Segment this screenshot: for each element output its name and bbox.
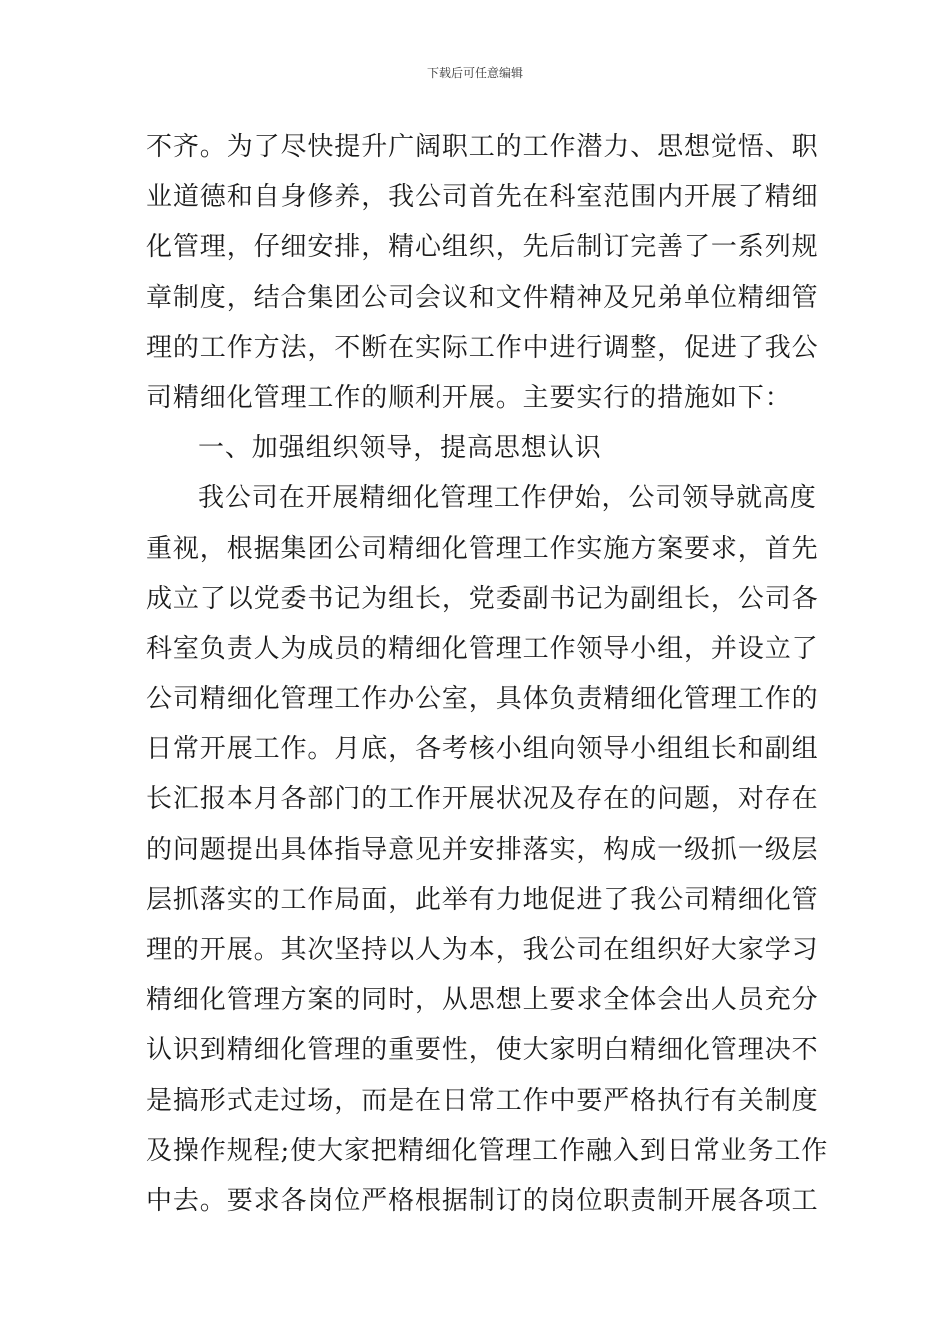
text-line: 层抓落实的工作局面，此举有力地促进了我公司精细化管 [146,884,819,915]
text-line: 化管理，仔细安排，精心组织，先后制订完善了一系列规 [146,232,819,263]
text-line: 是搞形式走过场，而是在日常工作中要严格执行有关制度 [146,1085,819,1116]
text-line: 科室负责人为成员的精细化管理工作领导小组，并设立了 [146,633,819,664]
text-line: 的问题提出具体指导意见并安排落实，构成一级抓一级层 [146,834,819,865]
page-header: 下载后可任意编辑 [426,66,523,80]
text-line: 长汇报本月各部门的工作开展状况及存在的问题，对存在 [146,784,819,815]
section-heading: 一、加强组织领导，提高思想认识 [198,433,602,464]
document-body [146,122,829,1226]
text-line: 司精细化管理工作的顺利开展。主要实行的措施如下： [146,382,792,413]
text-line: 理的工作方法，不断在实际工作中进行调整，促进了我公 [146,332,819,363]
text-line: 成立了以党委书记为组长，党委副书记为副组长，公司各 [146,583,819,614]
text-line: 中去。要求各岗位严格根据制订的岗位职责制开展各项工 [146,1185,819,1216]
text-line: 不齐。为了尽快提升广阔职工的工作潜力、思想觉悟、职 [146,132,819,162]
text-line: 理的开展。其次坚持以人为本，我公司在组织好大家学习 [146,935,819,965]
text-line: 认识到精细化管理的重要性，使大家明白精细化管理决不 [146,1035,819,1066]
text-line: 业道德和自身修养，我公司首先在科室范围内开展了精细 [146,182,819,213]
text-line: 我公司在开展精细化管理工作伊始，公司领导就高度 [198,483,817,514]
text-line: 日常开展工作。月底，各考核小组向领导小组组长和副组 [146,734,819,765]
text-line: 章制度，结合集团公司会议和文件精神及兄弟单位精细管 [146,282,819,313]
text-line: 精细化管理方案的同时，从思想上要求全体会出人员充分 [146,985,819,1016]
text-line: 重视，根据集团公司精细化管理工作实施方案要求，首先 [146,533,819,564]
text-line: 及操作规程;使大家把精细化管理工作融入到日常业务工作 [146,1135,829,1166]
text-line: 公司精细化管理工作办公室，具体负责精细化管理工作的 [146,684,819,715]
